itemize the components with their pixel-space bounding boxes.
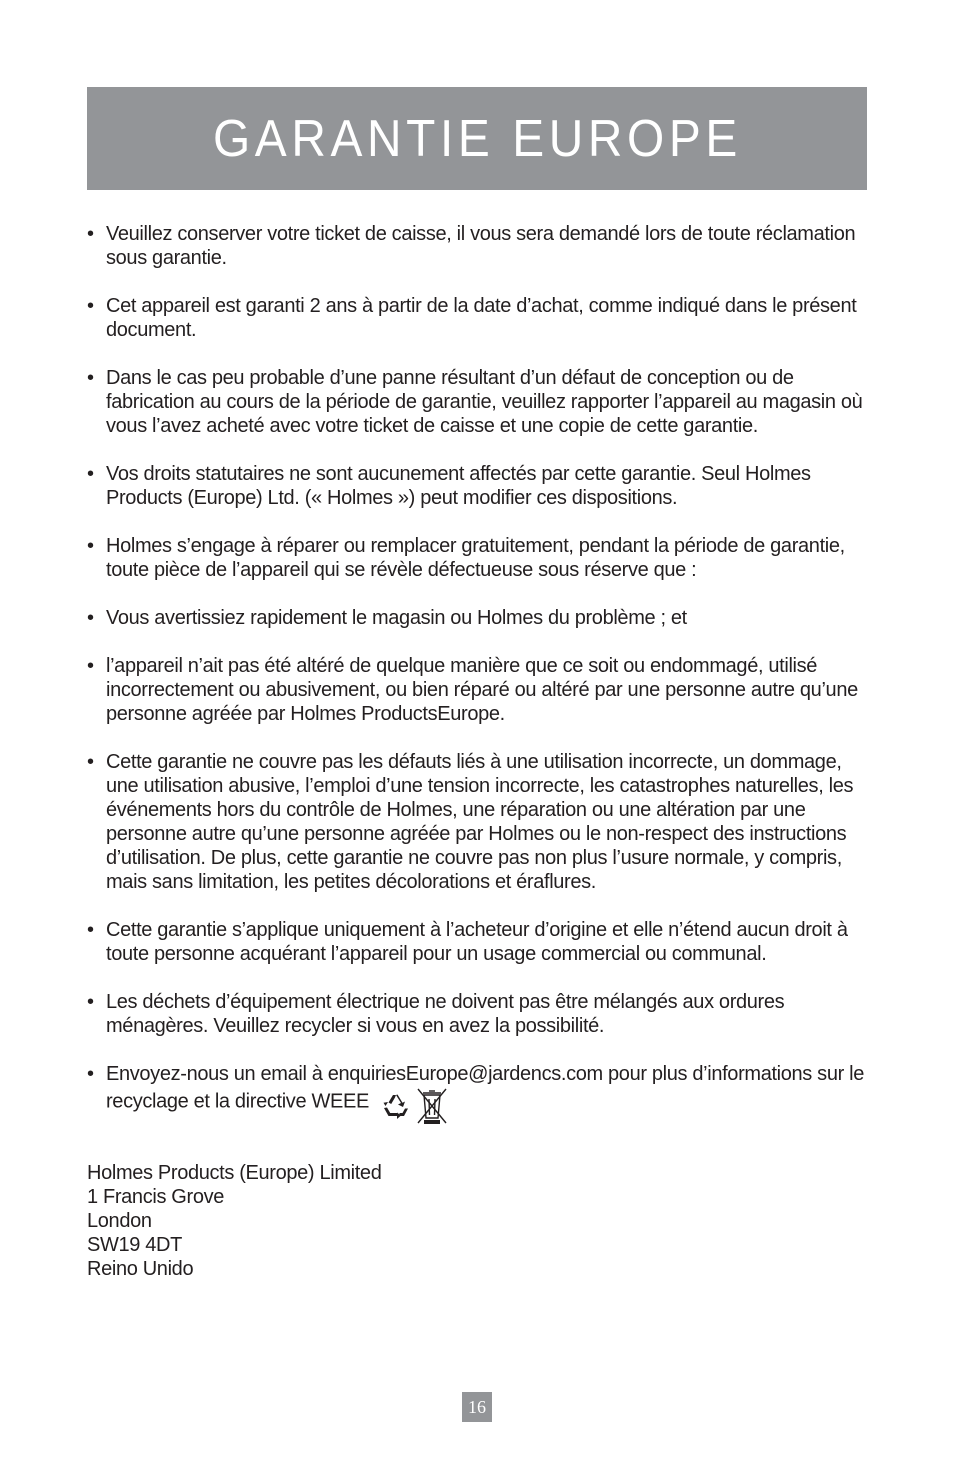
address-country: Reino Unido bbox=[87, 1258, 194, 1280]
postal-address bbox=[87, 1161, 381, 1281]
header-banner bbox=[87, 87, 867, 190]
address-company: Holmes Products (Europe) Limited bbox=[87, 1162, 382, 1184]
bullet-marker: • bbox=[87, 535, 94, 557]
list-item-text: l’appareil n’ait pas été altéré de quelque manière que ce soit ou endommagé, utilisé incorrectement ou abusivement, ou bien réparé ou altéré par une personne autre qu’une personne agréée par Holmes ProductsEurope. bbox=[106, 655, 858, 725]
list-item bbox=[87, 1062, 872, 1126]
list-item-text: Cet appareil est garanti 2 ans à partir de la date d’achat, comme indiqué dans le présent document. bbox=[106, 295, 857, 341]
crossed-out-bin-icon bbox=[415, 1086, 449, 1126]
bullet-marker: • bbox=[87, 1063, 94, 1085]
list-item-text: Dans le cas peu probable d’une panne résultant d’un défaut de conception ou de fabrication au cours de la période de garantie, veuillez rapporter l’appareil au magasin où vous l’avez acheté avec votre ticket de caisse et une copie de cette garantie. bbox=[106, 367, 863, 437]
bullet-marker: • bbox=[87, 919, 94, 941]
list-item bbox=[87, 294, 872, 342]
address-street: 1 Francis Grove bbox=[87, 1186, 225, 1208]
bullet-marker: • bbox=[87, 991, 94, 1013]
page-number: 16 bbox=[462, 1392, 492, 1422]
recycle-icon bbox=[382, 1093, 410, 1119]
list-item-text: Vous avertissiez rapidement le magasin ou Holmes du problème ; et bbox=[106, 607, 687, 629]
list-item bbox=[87, 462, 872, 510]
bullet-marker: • bbox=[87, 655, 94, 677]
list-item-text: Holmes s’engage à réparer ou remplacer gratuitement, pendant la période de garantie, toute pièce de l’appareil qui se révèle défectueuse sous réserve que : bbox=[106, 535, 845, 581]
list-item bbox=[87, 918, 872, 966]
list-item-text: Cette garantie s’applique uniquement à l’acheteur d’origine et elle n’étend aucun droit à toute personne acquérant l’appareil pour un usage commercial ou communal. bbox=[106, 919, 848, 965]
list-item bbox=[87, 606, 872, 630]
list-item bbox=[87, 990, 872, 1038]
bullet-marker: • bbox=[87, 751, 94, 773]
bullet-marker: • bbox=[87, 607, 94, 629]
list-item-text: Les déchets d’équipement électrique ne doivent pas être mélangés aux ordures ménagères. Veuillez recycler si vous en avez la possibilité. bbox=[106, 991, 785, 1037]
bullet-marker: • bbox=[87, 295, 94, 317]
list-item bbox=[87, 222, 872, 270]
list-item bbox=[87, 534, 872, 582]
bullet-marker: • bbox=[87, 463, 94, 485]
list-item-text: Vos droits statutaires ne sont aucunement affectés par cette garantie. Seul Holmes Products (Europe) Ltd. (« Holmes ») peut modifier ces dispositions. bbox=[106, 463, 811, 509]
list-item bbox=[87, 750, 872, 894]
bullet-marker: • bbox=[87, 367, 94, 389]
list-item-text: Veuillez conserver votre ticket de caisse, il vous sera demandé lors de toute réclamation sous garantie. bbox=[106, 223, 856, 269]
warranty-bullet-list bbox=[87, 222, 872, 1150]
page-title: GARANTIE EUROPE bbox=[212, 109, 742, 168]
address-postcode: SW19 4DT bbox=[87, 1234, 183, 1256]
list-item-text: Envoyez-nous un email à enquiriesEurope@jardencs.com pour plus d’informations sur le recyclage et la directive WEEE bbox=[106, 1063, 864, 1113]
weee-icons bbox=[382, 1086, 449, 1126]
list-item bbox=[87, 366, 872, 438]
bullet-marker: • bbox=[87, 223, 94, 245]
list-item-text: Cette garantie ne couvre pas les défauts liés à une utilisation incorrecte, un dommage, une utilisation abusive, l’emploi d’une tension incorrecte, les catastrophes naturelles, les événements hors du contrôle de Holmes, une réparation ou une altération par une personne autre qu’une personne agréée par Holmes ou le non-respect des instructions d’utilisation. De plus, cette garantie ne couvre pas non plus l’usure normale, y compris, mais sans limitation, les petites décolorations et éraflures. bbox=[106, 751, 854, 893]
list-item bbox=[87, 654, 872, 726]
address-city: London bbox=[87, 1210, 152, 1232]
